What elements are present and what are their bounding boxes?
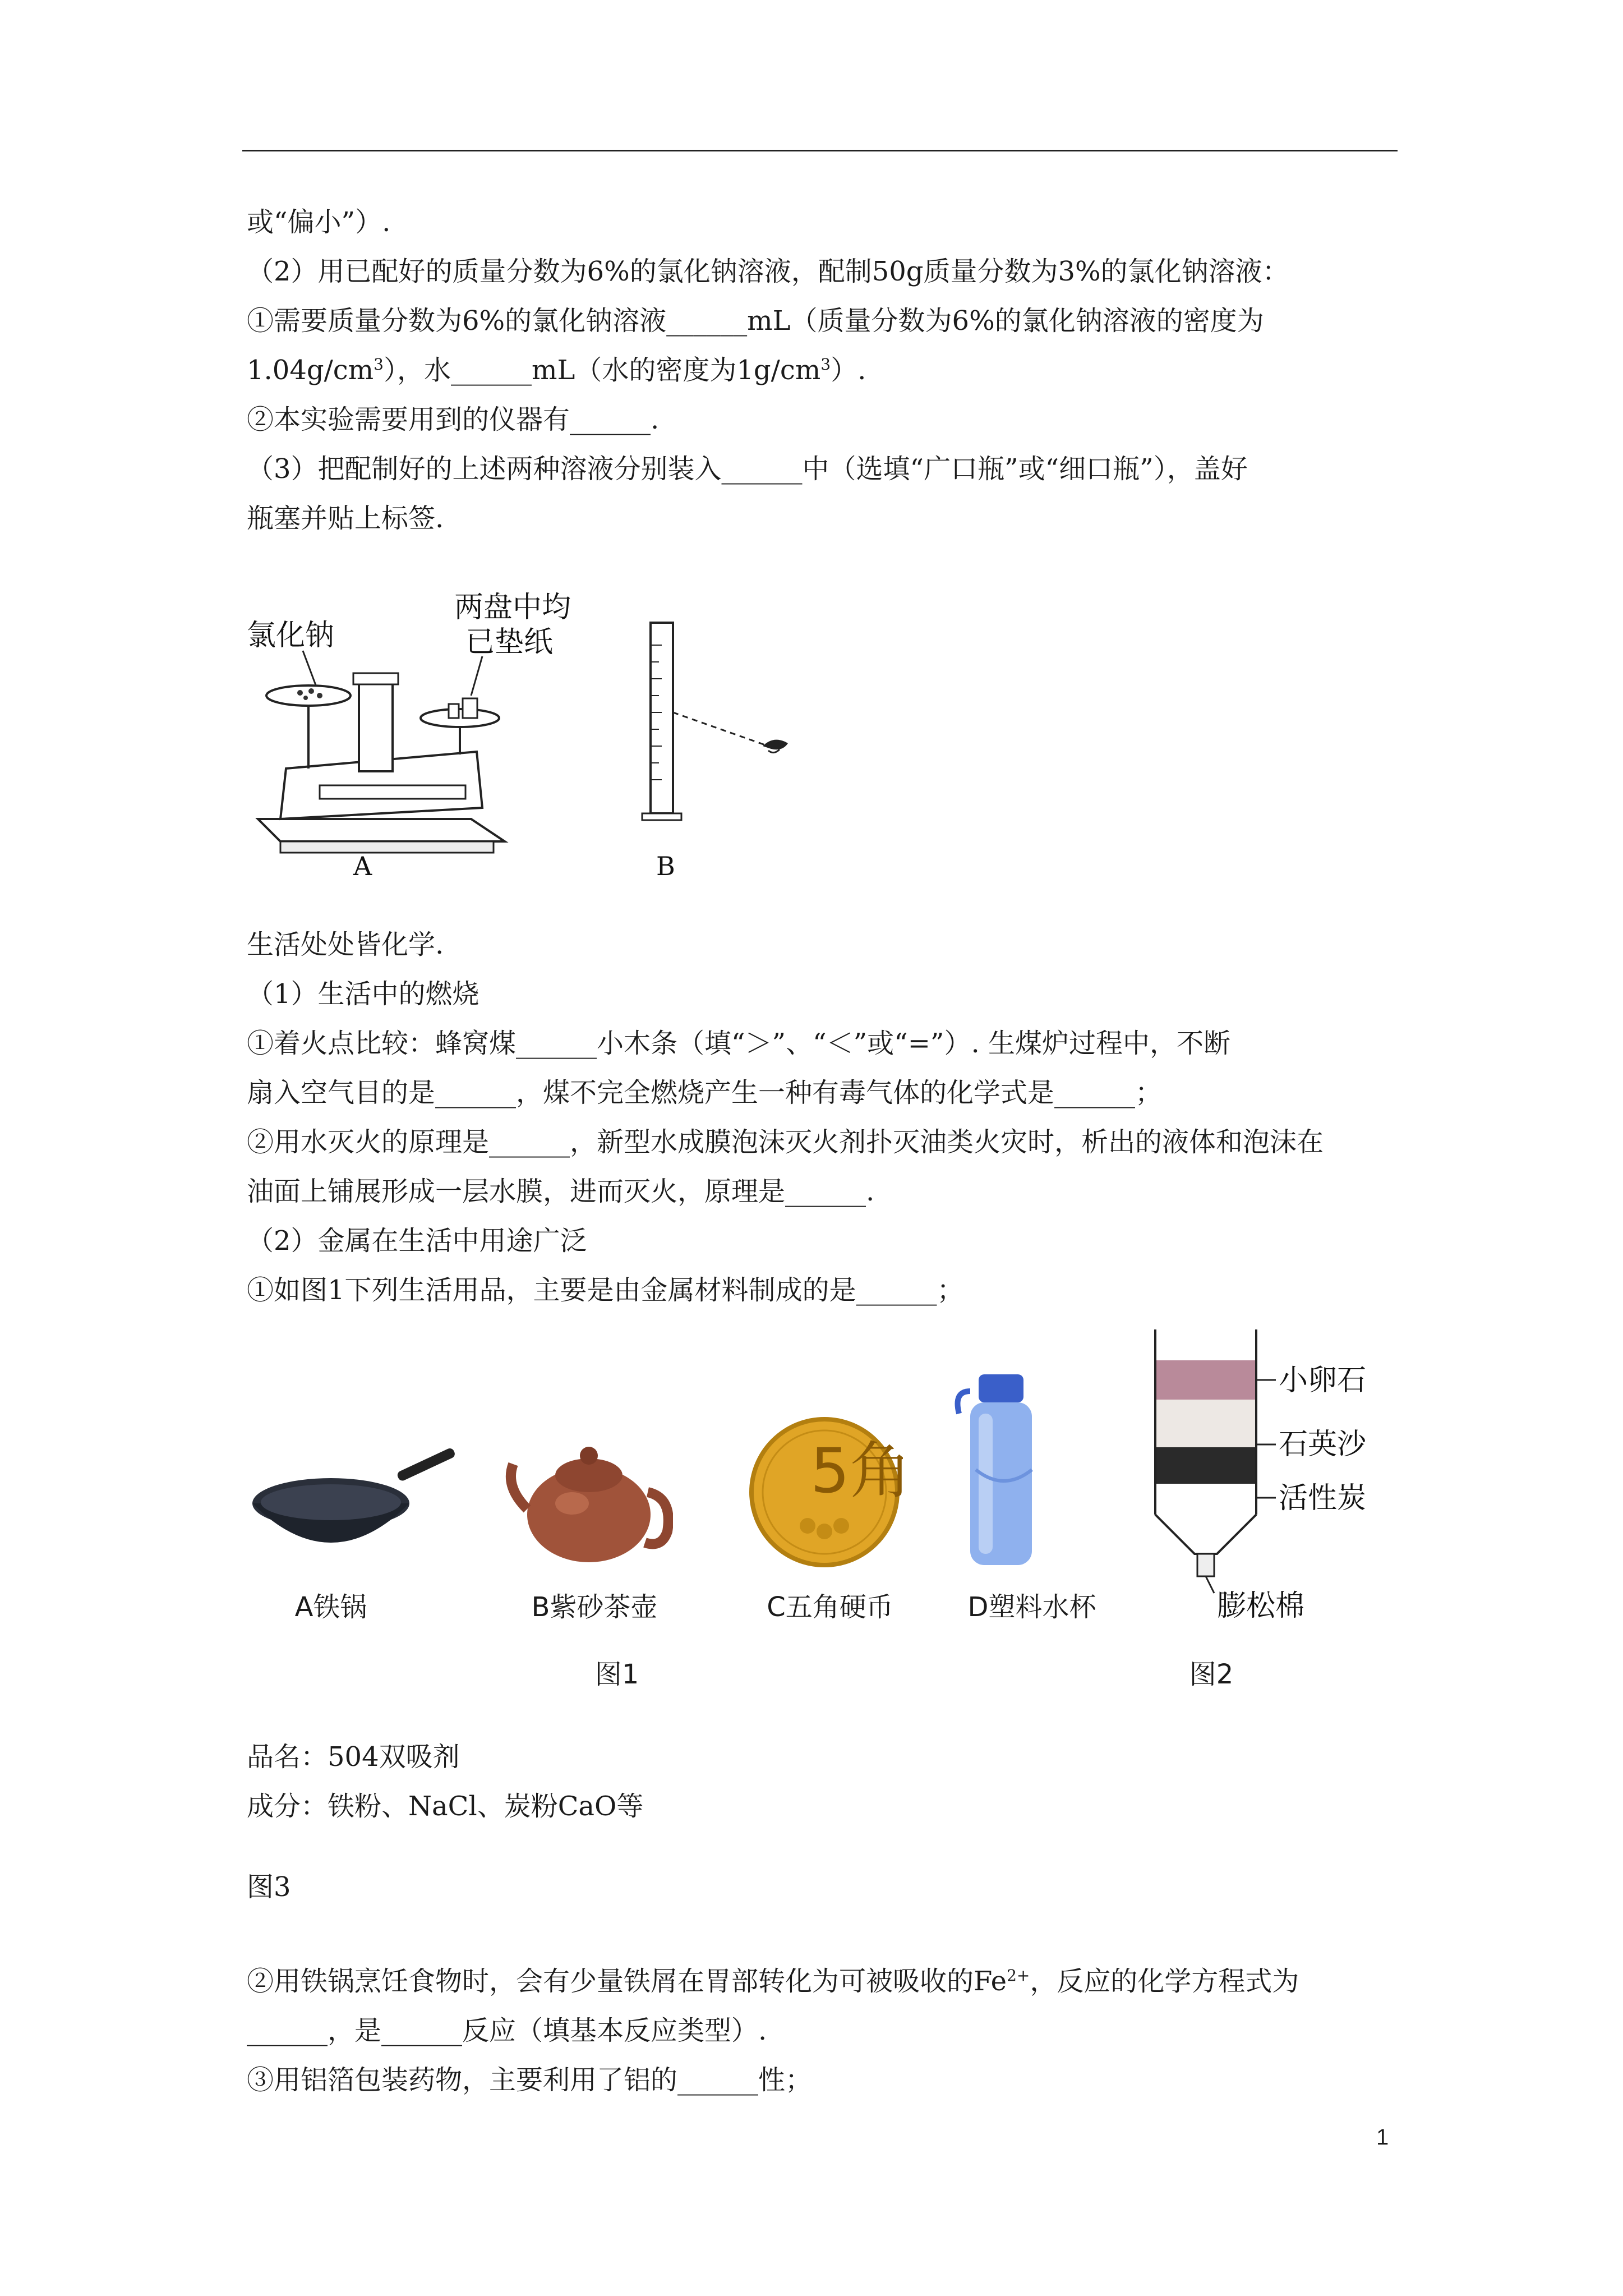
text-line: 扇入空气目的是______，煤不完全燃烧产生一种有毒气体的化学式是______； [247,1077,1163,1108]
label-pan-2: 已垫纸 [465,625,554,659]
filter-label: 膨松棉 [1217,1589,1305,1623]
text-line: ②用铁锅烹饪食物时，会有少量铁屑在胃部转化为可被吸收的$Fe^{2+}$，反应的化学方程式为 [247,1966,1299,1997]
fig1-item-label: B紫砂茶壶 [531,1591,658,1623]
text-line: ①着火点比较：蜂窝煤______小木条（填“＞”、“＜”或“=”）. 生煤炉过程中，不断 [247,1028,1230,1059]
filter-label: 小卵石 [1279,1364,1367,1397]
figure-2-filter [1144,1329,1402,1644]
text-line: 油面上铺展形成一层水膜，进而灭火，原理是______. [247,1176,875,1207]
filter-label: 石英沙 [1279,1428,1367,1461]
text-line: ③用铝箔包装药物，主要利用了铝的______性； [247,2064,813,2096]
text-line: ①如图1下列生活用品，主要是由金属材料制成的是______； [247,1274,964,1306]
coin-text: 5角 [810,1435,903,1507]
text-line: 品名：504双吸剂 [247,1741,460,1773]
plastic-bottle-image [953,1369,1054,1571]
text-line: 成分：铁粉、NaCl、炭粉CaO等 [247,1791,644,1822]
filter-label: 活性炭 [1279,1481,1367,1515]
text-line: ①需要质量分数为6%的氯化钠溶液______mL（质量分数为6%的氯化钠溶液的密度为 [247,305,1264,337]
teapot-image [505,1402,673,1571]
filter-illustration [1144,1329,1402,1644]
cylinder-illustration [634,611,824,898]
text-line: （1）生活中的燃烧 [247,978,479,1010]
text-line: ______，是______反应（填基本反应类型）. [247,2015,767,2046]
figure-a-balance [247,583,594,898]
iron-wok-image [247,1442,460,1576]
caption-b: B [656,851,675,881]
text-line: 图3 [247,1871,291,1903]
fig1-item-label: C五角硬币 [767,1591,893,1623]
coin-image [746,1414,903,1571]
text-line: ②用水灭火的原理是______，新型水成膜泡沫灭火剂扑灭油类火灾时，析出的液体和泡沫在 [247,1126,1324,1158]
text-line: （2）金属在生活中用途广泛 [247,1225,587,1257]
fig1-caption: 图1 [594,1659,639,1690]
text-line: 瓶塞并贴上标签. [247,503,444,534]
figure-b-cylinder [634,611,824,898]
balance-illustration [247,583,594,898]
label-pan-1: 两盘中均 [454,591,571,624]
text-line: 生活处处皆化学. [247,929,444,960]
caption-a: A [353,851,372,881]
text-line: ②本实验需要用到的仪器有______. [247,404,660,435]
text-line: （2）用已配好的质量分数为6%的氯化钠溶液，配制50g质量分数为3%的氯化钠溶液： [247,256,1289,287]
page-number: 1 [1376,2125,1389,2150]
text-line: （3）把配制好的上述两种溶液分别装入______中（选填“广口瓶”或“细口瓶”），盖好 [247,453,1248,485]
text-line: 或“偏小”）. [247,206,391,238]
fig2-caption: 图2 [1189,1659,1234,1690]
fig1-item-label: D塑料水杯 [967,1591,1096,1623]
header-rule [242,150,1398,151]
fig1-item-label: A铁锅 [294,1591,367,1623]
text-line: $1.04g/cm^3$），水______mL（水的密度为$1g/cm^3$）. [247,355,866,386]
label-nacl: 氯化钠 [247,619,335,652]
